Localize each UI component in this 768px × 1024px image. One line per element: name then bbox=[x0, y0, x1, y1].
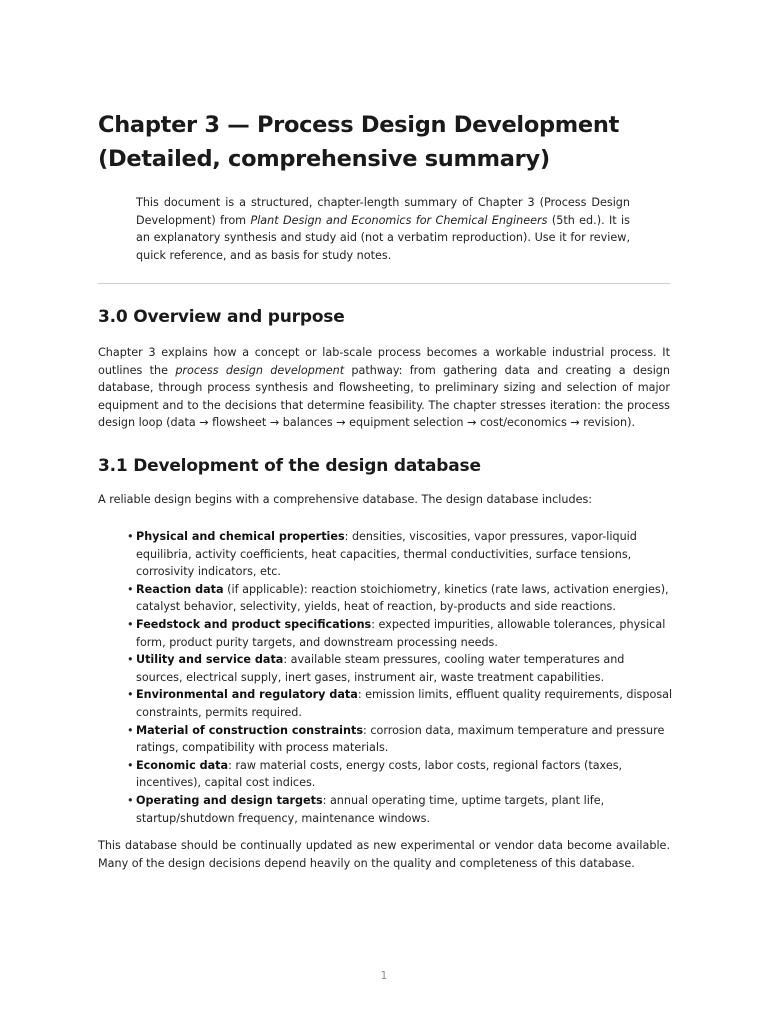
list-item-text: : corrosion data, maximum temperature and pressure ratings, compatibility with process materials. bbox=[136, 723, 665, 755]
list-item-term: Environmental and regulatory data bbox=[136, 688, 358, 702]
list-item bbox=[128, 792, 673, 827]
abstract-text-1: This document is a structured, chapter-length summary of Chapter 3 (Process Design Development) from bbox=[136, 196, 630, 227]
list-item bbox=[128, 651, 673, 686]
list-item-text: : densities, viscosities, vapor pressures, vapor-liquid equilibria, activity coefficients, heat capacities, thermal conductivities, surface tensions, corrosivity indicators, etc. bbox=[136, 530, 637, 579]
bullet-icon: • bbox=[127, 793, 134, 807]
title-line-1: Chapter 3 — Process Design Development bbox=[98, 112, 620, 138]
list-item bbox=[128, 757, 673, 792]
list-item-term: Physical and chemical properties bbox=[136, 530, 345, 543]
bullet-icon: • bbox=[127, 688, 134, 702]
list-item-text: : available steam pressures, cooling water temperatures and sources, electrical supply, inert gases, instrument air, waste treatment capabilities. bbox=[136, 653, 625, 684]
overview-text-1: Chapter 3 explains how a concept or lab-scale process becomes a workable industrial process. It outlines the bbox=[98, 346, 670, 377]
list-item-term: Utility and service data bbox=[136, 653, 284, 667]
list-item-text: : raw material costs, energy costs, labor costs, regional factors (taxes, incentives), capital cost indices. bbox=[136, 758, 623, 790]
list-item-term: Material of construction constraints bbox=[136, 723, 363, 737]
list-item bbox=[128, 686, 673, 721]
list-item bbox=[128, 722, 673, 757]
abstract-text-2: (5th ed.). It is an explanatory synthesis and study aid (not a verbatim reproduction). Use it for review, quick reference, and as basis for study notes. bbox=[136, 213, 630, 262]
list-item-term: Economic data bbox=[136, 758, 229, 772]
list-item bbox=[128, 581, 673, 616]
list-item-term: Operating and design targets bbox=[136, 793, 323, 807]
list-item-term: Reaction data bbox=[136, 582, 224, 596]
bullet-icon: • bbox=[127, 723, 134, 737]
database-outro-paragraph: This database should be continually updated as new experimental or vendor data become available. Many of the design decisions depend heavily on the quality and completeness of this database. bbox=[98, 839, 670, 870]
section-divider bbox=[98, 283, 670, 284]
overview-text-2: pathway: from gathering data and creating a design database, through process synthesis and flowsheeting, to preliminary sizing and selection of major equipment and to the decisions that determine feasibility. The chapter stresses iteration: the process design loop (data → flowsheet → balances → equipment selection → cost/economics → revision). bbox=[98, 363, 670, 430]
bullet-icon: • bbox=[127, 582, 134, 596]
section-heading-database: 3.1 Development of the design database bbox=[98, 456, 481, 476]
list-item-text: : expected impurities, allowable tolerances, physical form, product purity targets, and downstream processing needs. bbox=[136, 617, 666, 649]
bullet-icon: • bbox=[127, 530, 134, 543]
database-intro-paragraph: A reliable design begins with a comprehensive database. The design database includes: bbox=[98, 493, 593, 506]
list-item-term: Feedstock and product specifications bbox=[136, 617, 372, 631]
overview-paragraph bbox=[98, 344, 670, 432]
overview-emphasis: process design development bbox=[175, 363, 345, 377]
document-title bbox=[98, 108, 678, 176]
list-item-text: (if applicable): reaction stoichiometry, kinetics (rate laws, activation energies), catalyst behavior, selectivity, yields, heat of reaction, by-products and side reactions. bbox=[136, 582, 669, 614]
bullet-icon: • bbox=[127, 653, 134, 667]
list-item-text: : annual operating time, uptime targets, plant life, startup/shutdown frequency, maintenance windows. bbox=[136, 793, 605, 825]
book-title: Plant Design and Economics for Chemical Engineers bbox=[250, 213, 548, 227]
list-item-text: : emission limits, effluent quality requirements, disposal constraints, permits required. bbox=[136, 688, 673, 719]
abstract-paragraph bbox=[136, 194, 630, 264]
bullet-icon: • bbox=[127, 758, 134, 772]
database-items-list bbox=[128, 528, 673, 827]
title-line-2: (Detailed, comprehensive summary) bbox=[98, 146, 550, 172]
section-heading-overview: 3.0 Overview and purpose bbox=[98, 307, 345, 327]
list-item bbox=[128, 616, 673, 651]
page-number: 1 bbox=[380, 970, 388, 982]
bullet-icon: • bbox=[127, 617, 134, 631]
list-item bbox=[128, 528, 673, 581]
